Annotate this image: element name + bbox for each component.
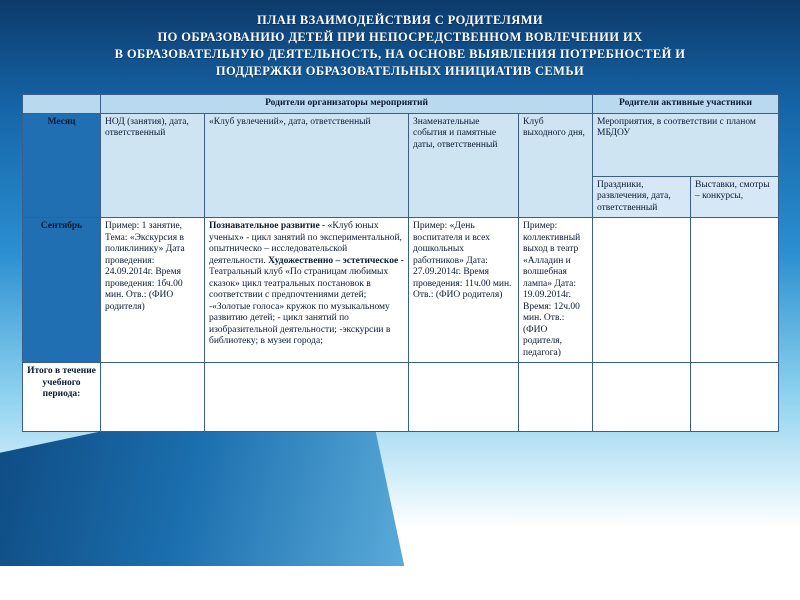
total-active2 [691, 363, 779, 432]
group-header-spacer [23, 95, 101, 114]
total-weekend [519, 363, 593, 432]
plan-table-wrapper [22, 94, 778, 432]
column-header-active-sub1: Праздники, развлечения, дата, ответственный [593, 176, 691, 218]
page-title-line-3: В ОБРАЗОВАТЕЛЬНУЮ ДЕЯТЕЛЬНОСТЬ, НА ОСНОВЕ ВЫЯВЛЕНИЯ ПОТРЕБНОСТЕЙ И [114, 47, 686, 61]
cell-club-september [205, 218, 409, 363]
row-month-september: Сентябрь [23, 218, 101, 363]
cell-club-title-1: Познавательное развитие - [209, 221, 326, 231]
group-header-active: Родители активные участники [593, 95, 779, 114]
table-row [23, 218, 779, 363]
page-title-line-4: ПОДДЕРЖКИ ОБРАЗОВАТЕЛЬНЫХ ИНИЦИАТИВ СЕМЬИ [215, 64, 585, 78]
cell-weekend-september: Пример: коллективный выход в театр «Алладин и волшебная лампа» Дата: 19.09.2014г. Время: 12ч.00 мин. Отв.: (ФИО родителя, педагога) [519, 218, 593, 363]
column-header-events: Знаменательные события и памятные даты, ответственный [409, 113, 519, 218]
plan-table [22, 94, 779, 432]
total-label: Итого в течение учебного периода: [23, 363, 101, 432]
page-title [0, 0, 800, 86]
total-events [409, 363, 519, 432]
column-header-club: «Клуб увлечений», дата, ответственный [205, 113, 409, 218]
total-active1 [593, 363, 691, 432]
column-header-active-sub2: Выставки, смотры – конкурсы, [691, 176, 779, 218]
cell-active1-september [593, 218, 691, 363]
column-header-active-plan: Мероприятия, в соответствии с планом МБДОУ [593, 113, 779, 176]
total-club [205, 363, 409, 432]
table-group-header-row [23, 95, 779, 114]
cell-club-text-2: Театральный клуб «По страницам любимых сказок» цикл театральных постановок в соответствии с предпочтениями детей; [209, 267, 389, 300]
column-header-month: Месяц [23, 113, 101, 218]
column-header-nod: НОД (занятия), дата, ответственный [101, 113, 205, 218]
cell-active2-september [691, 218, 779, 363]
total-nod [101, 363, 205, 432]
cell-club-text-1: «Клуб юных ученых» - цикл занятий по экспериментальной, опытническо – исследовательской деятельности. [209, 221, 402, 266]
page-title-line-1: ПЛАН ВЗАИМОДЕЙСТВИЯ С РОДИТЕЛЯМИ [256, 13, 544, 27]
cell-club-text-5: -экскурсии в библиотеку; в музеи города; [209, 324, 391, 346]
table-total-row [23, 363, 779, 432]
cell-club-text-3: -«Золотые голоса» кружок по музыкальному развитию детей; [209, 301, 390, 323]
page-title-line-2: ПО ОБРАЗОВАНИЮ ДЕТЕЙ ПРИ НЕПОСРЕДСТВЕННОМ ВОВЛЕЧЕНИИ ИХ [157, 30, 643, 44]
cell-club-text-4: - цикл занятий по изобразительной деятельности; [209, 313, 349, 335]
cell-nod-september: Пример: 1 занятие, Тема: «Экскурсия в поликлинику» Дата проведения: 24.09.2014г. Время проведения: 1бч.00 мин. Отв.: (ФИО родителя) [101, 218, 205, 363]
group-header-organizers: Родители организаторы мероприятий [101, 95, 593, 114]
cell-events-september: Пример: «День воспитателя и всех дошкольных работников» Дата: 27.09.2014г. Время проведения: 11ч.00 мин. Отв.: (ФИО родителя) [409, 218, 519, 363]
cell-club-title-2: Художественно – эстетическое - [268, 255, 404, 266]
table-column-header-row [23, 113, 779, 176]
column-header-weekend: Клуб выходного дня, [519, 113, 593, 218]
